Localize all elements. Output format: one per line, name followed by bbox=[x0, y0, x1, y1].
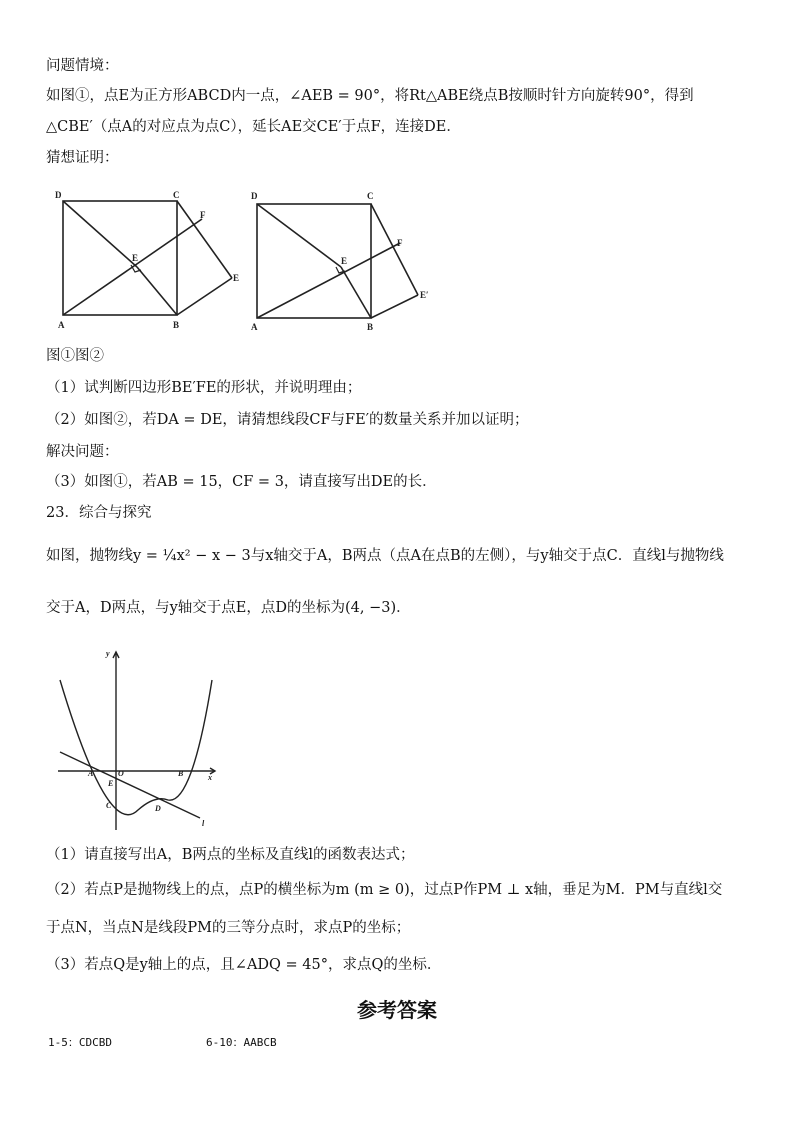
problem22-q3: （3）如图①，若AB = 15，CF = 3，请直接写出DE的长． bbox=[46, 474, 437, 490]
figure-2 bbox=[245, 185, 445, 335]
label-d: D bbox=[251, 191, 258, 201]
solve-heading: 解决问题： bbox=[46, 444, 119, 460]
label-l: l bbox=[202, 819, 205, 828]
square-abcd bbox=[257, 204, 371, 318]
label-d: D bbox=[155, 804, 161, 813]
problem23-q2-line2: 于点N，当点N是线段PM的三等分点时，求点P的坐标； bbox=[46, 920, 411, 936]
label-a: A bbox=[88, 769, 94, 778]
line-de bbox=[63, 201, 137, 267]
problem23-q3: （3）若点Q是y轴上的点，且∠ADQ = 45°，求点Q的坐标． bbox=[46, 957, 442, 973]
label-c: C bbox=[173, 190, 180, 200]
line-ce2 bbox=[371, 204, 418, 295]
problem22-line2: △CBE′（点A的对应点为点C），延长AE交CE′于点F，连接DE． bbox=[46, 119, 461, 135]
line-eb bbox=[341, 267, 371, 318]
label-e: E bbox=[132, 253, 139, 263]
problem23-line2: 交于A，D两点，与y轴交于点E，点D的坐标为(4, −3)． bbox=[46, 600, 411, 616]
line-af bbox=[257, 243, 400, 318]
label-b: B bbox=[178, 769, 184, 778]
parabola-curve bbox=[60, 680, 212, 815]
problem23-title: 23．综合与探究 bbox=[46, 505, 152, 521]
label-c: C bbox=[106, 801, 112, 810]
answers-range-1: 1-5：CDCBD bbox=[48, 1036, 112, 1049]
label-x: x bbox=[208, 773, 212, 782]
line-l bbox=[60, 752, 200, 818]
label-b: B bbox=[173, 320, 180, 330]
square-abcd bbox=[63, 201, 177, 315]
label-b: B bbox=[367, 322, 374, 332]
label-f: F bbox=[397, 238, 403, 248]
figure-1 bbox=[50, 185, 250, 335]
line-e2b bbox=[177, 278, 232, 315]
line-e2b bbox=[371, 295, 418, 318]
label-e: E bbox=[341, 256, 348, 266]
label-y: y bbox=[106, 649, 110, 658]
guess-heading: 猜想证明： bbox=[46, 150, 119, 166]
label-d: D bbox=[55, 190, 62, 200]
line-de bbox=[257, 204, 341, 267]
answers-heading: 参考答案 bbox=[357, 998, 437, 1022]
line-eb bbox=[137, 267, 177, 315]
parabola-graph bbox=[50, 640, 230, 835]
problem23-line1: 如图，抛物线y = ¼x² − x − 3与x轴交于A，B两点（点A在点B的左侧），与y轴交于点C．直线l与抛物线 bbox=[46, 548, 724, 564]
problem23-q1: （1）请直接写出A，B两点的坐标及直线l的函数表达式； bbox=[46, 847, 415, 863]
problem22-q2: （2）如图②，若DA = DE，请猜想线段CF与FE′的数量关系并加以证明； bbox=[46, 412, 529, 428]
problem22-line1: 如图①，点E为正方形ABCD内一点，∠AEB = 90°，将Rt△ABE绕点B按顺时针方向旋转90°，得到 bbox=[46, 88, 694, 104]
label-a: A bbox=[58, 320, 65, 330]
label-e: E bbox=[108, 779, 114, 788]
answers-range-2: 6-10：AABCB bbox=[206, 1036, 277, 1049]
figure-caption: 图①图② bbox=[46, 348, 104, 364]
label-e-prime: E′ bbox=[420, 290, 429, 300]
label-c: C bbox=[367, 191, 374, 201]
problem23-q2-line1: （2）若点P是抛物线上的点，点P的横坐标为m (m ≥ 0)，过点P作PM ⊥ x轴，垂足为M．PM与直线l交 bbox=[46, 882, 723, 898]
label-o: O bbox=[118, 769, 124, 778]
context-heading: 问题情境： bbox=[46, 58, 119, 74]
label-f: F bbox=[200, 210, 206, 220]
label-e-prime: E bbox=[233, 273, 240, 283]
problem22-q1: （1）试判断四边形BE′FE的形状，并说明理由； bbox=[46, 380, 362, 396]
label-a: A bbox=[251, 322, 258, 332]
